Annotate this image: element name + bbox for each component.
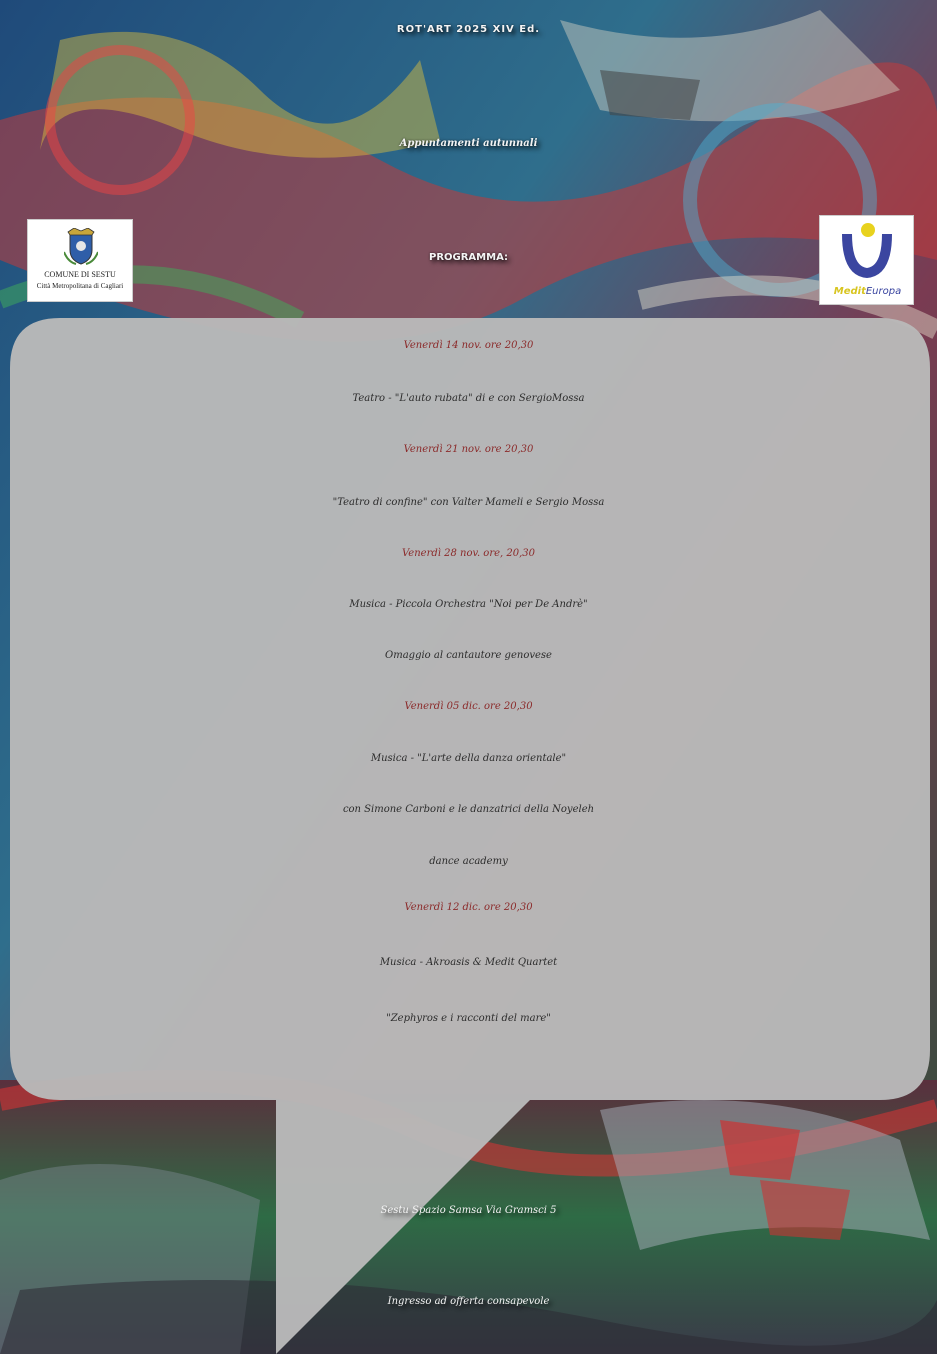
logo-left-caption: Città Metropolitana di Cagliari [36, 282, 124, 290]
logo-left-name: COMUNE DI SESTU [44, 270, 116, 279]
event-4-description-3: dance academy [429, 856, 508, 867]
event-3-description-2: Omaggio al cantautore genovese [385, 650, 552, 661]
event-5-date: Venerdì 12 dic. ore 20,30 [404, 902, 533, 913]
event-2-description: "Teatro di confine" con Valter Mameli e Sergio Mossa [332, 497, 605, 508]
poster-title: ROT'ART 2025 XIV Ed. [396, 24, 541, 35]
poster-subtitle: Appuntamenti autunnali [399, 138, 538, 149]
event-5-description: Musica - Akroasis & Medit Quartet [379, 957, 558, 968]
program-heading: PROGRAMMA: [428, 252, 508, 263]
event-3-date: Venerdì 28 nov. ore, 20,30 [401, 548, 536, 559]
event-5-description-2: "Zephyros e i racconti del mare" [386, 1013, 551, 1024]
brand-medit: Medit [833, 286, 866, 297]
event-2-date: Venerdì 21 nov. ore 20,30 [403, 444, 534, 455]
venue-address: Sestu Spazio Samsa Via Gramsci 5 [380, 1205, 557, 1216]
event-4-description-2: con Simone Carboni e le danzatrici della Noyeleh [342, 804, 595, 815]
entry-note: Ingresso ad offerta consapevole [387, 1296, 550, 1307]
event-3-description: Musica - Piccola Orchestra "Noi per De Andrè" [349, 599, 588, 610]
event-1-description: Teatro - "L'auto rubata" di e con SergioMossa [352, 393, 585, 404]
event-4-date: Venerdì 05 dic. ore 20,30 [404, 701, 533, 712]
event-4-description: Musica - "L'arte della danza orientale" [370, 753, 567, 764]
brand-europa: Europa [865, 286, 902, 297]
event-1-date: Venerdì 14 nov. ore 20,30 [403, 340, 534, 351]
